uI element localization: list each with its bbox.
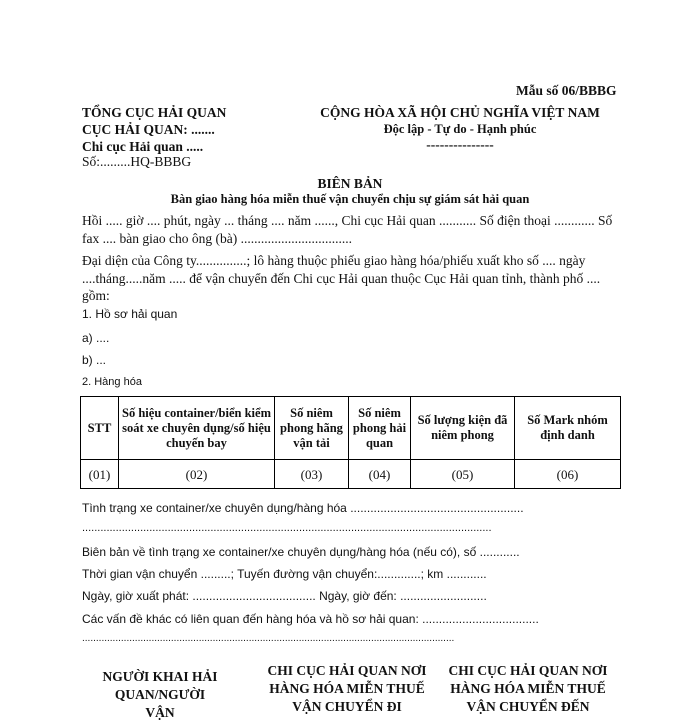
section-goods: 2. Hàng hóa	[82, 376, 142, 388]
paragraph-handover-time: Hồi ..... giờ .... phút, ngày ... tháng .... năm ......, Chi cục Hải quan ........... Số điện thoại ............ Số fax .... bàn giao cho ông (bà) .................................	[82, 213, 613, 246]
header-package-count: Số lượng kiện đã niêm phong	[411, 397, 515, 460]
line-other-issues: Các vấn đề khác có liên quan đến hàng hóa và hồ sơ hải quan: ...................................	[82, 612, 539, 626]
col-number: (06)	[515, 460, 621, 489]
table-row	[81, 460, 621, 489]
header-mark: Số Mark nhóm định danh	[515, 397, 621, 460]
section-customs-docs: 1. Hồ sơ hải quan	[82, 307, 178, 321]
col-number: (02)	[119, 460, 275, 489]
header-left-line1: TỔNG CỤC HẢI QUAN	[82, 105, 227, 120]
line-transport-time: Thời gian vận chuyển .........; Tuyến đường vận chuyển:.............; km ............	[82, 567, 487, 581]
line-minutes: Biên bản về tình trạng xe container/xe chuyên dụng/hàng hóa (nếu có), số ............	[82, 545, 520, 559]
item-b: b) ...	[82, 353, 107, 367]
motto-divider: ---------------	[426, 137, 494, 152]
col-number: (04)	[349, 460, 411, 489]
document-number: Số:.........HQ-BBBG	[82, 154, 192, 169]
document-title: BIÊN BẢN	[317, 176, 383, 191]
line-condition: Tình trạng xe container/xe chuyên dụng/hàng hóa ....................................................	[82, 501, 524, 515]
goods-table	[80, 396, 621, 489]
national-title: CỘNG HÒA XÃ HỘI CHỦ NGHĨA VIỆT NAM	[320, 105, 600, 120]
form-code: Mẫu số 06/BBBG	[516, 83, 617, 98]
line-dots: ......................................................................................................................................	[82, 633, 455, 644]
header-container: Số hiệu container/biển kiểm soát xe chuyên dụng/số hiệu chuyến bay	[119, 397, 275, 460]
header-carrier-seal: Số niêm phong hãng vận tải	[275, 397, 349, 460]
header-left-line3: Chi cục Hải quan .....	[82, 139, 204, 154]
signature-origin-office: CHI CỤC HẢI QUAN NƠI HÀNG HÓA MIỄN THUẾ VẬN CHUYỂN ĐI	[267, 663, 427, 714]
item-a: a) ....	[82, 331, 110, 345]
header-customs-seal: Số niêm phong hải quan	[349, 397, 411, 460]
national-motto: Độc lập - Tự do - Hạnh phúc	[383, 122, 537, 136]
col-number: (05)	[411, 460, 515, 489]
col-number: (01)	[81, 460, 119, 489]
document-subtitle: Bàn giao hàng hóa miễn thuế vận chuyển chịu sự giám sát hải quan	[170, 192, 530, 206]
header-left-line2: CỤC HẢI QUAN: .......	[82, 122, 215, 137]
col-number: (03)	[275, 460, 349, 489]
signature-declarant: NGƯỜI KHAI HẢI QUAN/NGƯỜI VẬN	[102, 669, 218, 720]
signature-destination-office: CHI CỤC HẢI QUAN NƠI HÀNG HÓA MIỄN THUẾ VẬN CHUYỂN ĐẾN	[448, 663, 608, 714]
line-dates: Ngày, giờ xuất phát: ..................................... Ngày, giờ đến: ..........................	[82, 589, 487, 603]
paragraph-company: Đại diện của Công ty...............; lô hàng thuộc phiếu giao hàng hóa/phiếu xuất kho số .... ngày ....tháng.....năm ..... để vận chuyển đến Chi cục Hải quan thuộc Cục Hải quan tỉnh, thành phố .... gồm:	[82, 253, 601, 303]
line-dots: ......................................................................................................................................	[82, 522, 492, 534]
header-stt: STT	[81, 397, 119, 460]
table-header-row	[81, 397, 621, 460]
